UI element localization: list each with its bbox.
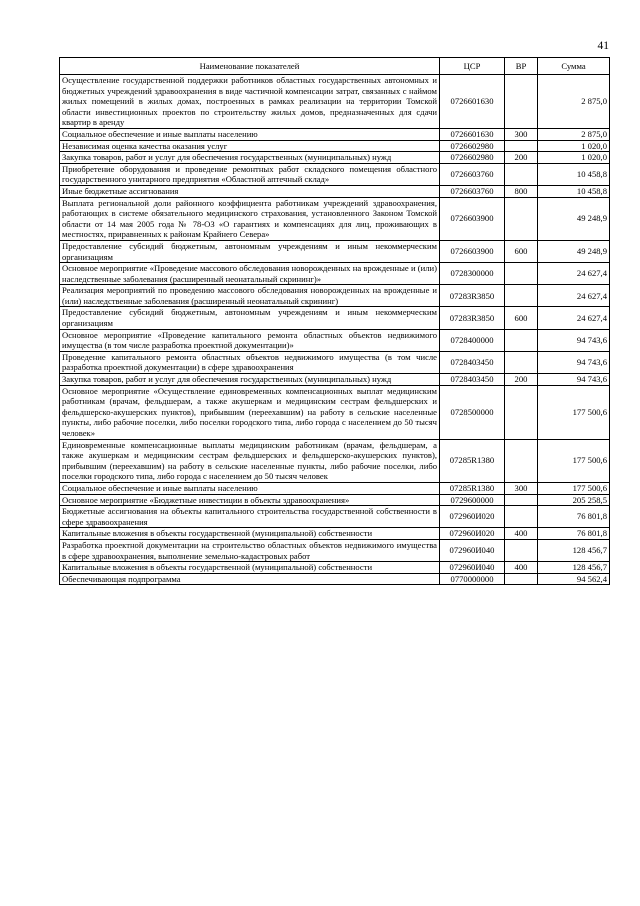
row-name: Независимая оценка качества оказания услуг	[60, 140, 440, 152]
table-row	[60, 285, 610, 307]
row-name: Социальное обеспечение и иные выплаты населению	[60, 482, 440, 494]
table-header-row	[60, 58, 610, 75]
row-vr-code: 600	[505, 307, 538, 329]
table-row	[60, 152, 610, 164]
row-csr-code: 07283R3850	[440, 307, 505, 329]
row-vr-code	[505, 506, 538, 528]
row-sum: 2 875,0	[538, 128, 610, 140]
row-name: Основное мероприятие «Осуществление единовременных компенсационных выплат медицинским работникам (врачам, фельдшерам, а также акушеркам и медицинским сестрам фельдшерских и фельдшерско-акушерских пунктов), прибывшим (переехавшим) на работу в сельские населенные пункты, либо рабочие поселки, либо поселки городского типа, либо города с населением до 50 тысяч человек»	[60, 385, 440, 439]
row-name: Основное мероприятие «Проведение массового обследования новорожденных на врожденные и (или) наследственные заболевания (расширенный неонатальный скрининг)»	[60, 263, 440, 285]
table-row	[60, 163, 610, 185]
row-name: Обеспечивающая подпрограмма	[60, 573, 440, 585]
row-sum: 76 801,8	[538, 506, 610, 528]
row-csr-code: 07283R3850	[440, 285, 505, 307]
table-row	[60, 482, 610, 494]
row-vr-code	[505, 385, 538, 439]
row-vr-code: 800	[505, 185, 538, 197]
row-sum: 24 627,4	[538, 263, 610, 285]
row-vr-code: 200	[505, 374, 538, 386]
row-csr-code: 0726602980	[440, 152, 505, 164]
row-name: Выплата региональной доли районного коэффициента работникам учреждений здравоохранения, работающих в системе обязательного медицинского страхования, установленного Законом Томской области от 14 мая 2005 года № 78-ОЗ «О гарантиях и компенсациях для лиц, проживающих в местностях, приравненных к районам Крайнего Севера»	[60, 197, 440, 240]
row-csr-code: 0728500000	[440, 385, 505, 439]
table-body	[60, 75, 610, 585]
table-row	[60, 506, 610, 528]
row-csr-code: 0726601630	[440, 75, 505, 129]
row-name: Основное мероприятие «Бюджетные инвестиции в объекты здравоохранения»	[60, 494, 440, 506]
header-csr: ЦСР	[440, 58, 505, 75]
table-row	[60, 128, 610, 140]
table-row	[60, 140, 610, 152]
table-row	[60, 494, 610, 506]
header-vr: ВР	[505, 58, 538, 75]
row-sum: 1 020,0	[538, 152, 610, 164]
row-name: Разработка проектной документации на строительство областных объектов недвижимого имущества в сфере здравоохранения, выполнение земельно-кадастровых работ	[60, 539, 440, 561]
budget-table	[59, 57, 610, 585]
row-csr-code: 0729600000	[440, 494, 505, 506]
row-vr-code	[505, 75, 538, 129]
row-vr-code: 300	[505, 128, 538, 140]
table-row	[60, 374, 610, 386]
row-sum: 24 627,4	[538, 307, 610, 329]
row-csr-code: 0726602980	[440, 140, 505, 152]
row-name: Закупка товаров, работ и услуг для обеспечения государственных (муниципальных) нужд	[60, 152, 440, 164]
row-name: Социальное обеспечение и иные выплаты населению	[60, 128, 440, 140]
row-csr-code: 072960И020	[440, 528, 505, 540]
row-csr-code: 0728403450	[440, 351, 505, 373]
row-sum: 94 743,6	[538, 374, 610, 386]
row-name: Капитальные вложения в объекты государственной (муниципальной) собственности	[60, 562, 440, 574]
table-row	[60, 439, 610, 482]
row-name: Проведение капитального ремонта областных объектов недвижимого имущества (в том числе разработка проектной документации) в сфере здравоохранения	[60, 351, 440, 373]
row-csr-code: 0728403450	[440, 374, 505, 386]
header-name: Наименование показателей	[60, 58, 440, 75]
row-name: Осуществление государственной поддержки работников областных государственных автономных и бюджетных учреждений здравоохранения в виде частичной компенсации затрат, связанных с наймом жилых помещений в жилых домах, построенных в рамках реализации на территории Томской области инвестиционных проектов по строительству жилых домов, предназначенных для сдачи квартир в аренду	[60, 75, 440, 129]
row-csr-code: 072960И020	[440, 506, 505, 528]
row-vr-code	[505, 197, 538, 240]
row-sum: 94 562,4	[538, 573, 610, 585]
row-name: Закупка товаров, работ и услуг для обеспечения государственных (муниципальных) нужд	[60, 374, 440, 386]
row-sum: 128 456,7	[538, 539, 610, 561]
row-csr-code: 0770000000	[440, 573, 505, 585]
row-csr-code: 07285R1380	[440, 439, 505, 482]
row-vr-code	[505, 263, 538, 285]
table-row	[60, 307, 610, 329]
row-vr-code: 200	[505, 152, 538, 164]
row-name: Предоставление субсидий бюджетным, автономным учреждениям и иным некоммерческим организациям	[60, 240, 440, 262]
table-row	[60, 75, 610, 129]
row-csr-code: 0728300000	[440, 263, 505, 285]
row-name: Единовременные компенсационные выплаты медицинским работникам (врачам, фельдшерам, а также акушеркам и медицинским сестрам фельдшерских и фельдшерско-акушерских пунктов), прибывшим (переехавшим) на работу в сельские населенные пункты, либо рабочие поселки, либо поселки городского типа, либо города с населением до 50 тысяч человек	[60, 439, 440, 482]
table-row	[60, 385, 610, 439]
row-vr-code	[505, 351, 538, 373]
row-vr-code: 400	[505, 562, 538, 574]
row-csr-code: 0726603760	[440, 163, 505, 185]
row-sum: 49 248,9	[538, 197, 610, 240]
table-row	[60, 263, 610, 285]
row-vr-code	[505, 573, 538, 585]
row-sum: 10 458,8	[538, 163, 610, 185]
row-vr-code	[505, 439, 538, 482]
row-csr-code: 072960И040	[440, 562, 505, 574]
row-vr-code: 400	[505, 528, 538, 540]
table-row	[60, 329, 610, 351]
row-name: Иные бюджетные ассигнования	[60, 185, 440, 197]
row-sum: 76 801,8	[538, 528, 610, 540]
row-name: Капитальные вложения в объекты государственной (муниципальной) собственности	[60, 528, 440, 540]
row-sum: 205 258,5	[538, 494, 610, 506]
row-csr-code: 0726601630	[440, 128, 505, 140]
row-vr-code	[505, 329, 538, 351]
row-csr-code: 0726603760	[440, 185, 505, 197]
row-csr-code: 0726603900	[440, 240, 505, 262]
row-vr-code	[505, 163, 538, 185]
row-name: Предоставление субсидий бюджетным, автономным учреждениям и иным некоммерческим организациям	[60, 307, 440, 329]
row-csr-code: 0728400000	[440, 329, 505, 351]
row-sum: 94 743,6	[538, 351, 610, 373]
row-name: Реализация мероприятий по проведению массового обследования новорожденных на врожденные и (или) наследственные заболевания (расширенный неонатальный скрининг)	[60, 285, 440, 307]
row-sum: 177 500,6	[538, 482, 610, 494]
header-sum: Сумма	[538, 58, 610, 75]
table-row	[60, 528, 610, 540]
row-sum: 177 500,6	[538, 385, 610, 439]
row-sum: 94 743,6	[538, 329, 610, 351]
row-name: Бюджетные ассигнования на объекты капитального строительства государственной собственности в сфере здравоохранения	[60, 506, 440, 528]
table-row	[60, 539, 610, 561]
row-vr-code	[505, 494, 538, 506]
table-row	[60, 562, 610, 574]
row-vr-code	[505, 285, 538, 307]
table-row	[60, 197, 610, 240]
row-sum: 49 248,9	[538, 240, 610, 262]
table-row	[60, 351, 610, 373]
row-vr-code	[505, 539, 538, 561]
row-sum: 10 458,8	[538, 185, 610, 197]
row-name: Основное мероприятие «Проведение капитального ремонта областных объектов недвижимого имущества (в том числе разработка проектной документации)»	[60, 329, 440, 351]
row-sum: 2 875,0	[538, 75, 610, 129]
page-number: 41	[597, 40, 609, 52]
table-row	[60, 573, 610, 585]
table-row	[60, 185, 610, 197]
row-vr-code: 600	[505, 240, 538, 262]
row-vr-code	[505, 140, 538, 152]
row-sum: 24 627,4	[538, 285, 610, 307]
table-row	[60, 240, 610, 262]
row-vr-code: 300	[505, 482, 538, 494]
row-sum: 128 456,7	[538, 562, 610, 574]
row-csr-code: 07285R1380	[440, 482, 505, 494]
row-sum: 177 500,6	[538, 439, 610, 482]
row-csr-code: 0726603900	[440, 197, 505, 240]
row-csr-code: 072960И040	[440, 539, 505, 561]
row-name: Приобретение оборудования и проведение ремонтных работ складского помещения областного государственного унитарного предприятия «Областной аптечный склад»	[60, 163, 440, 185]
row-sum: 1 020,0	[538, 140, 610, 152]
